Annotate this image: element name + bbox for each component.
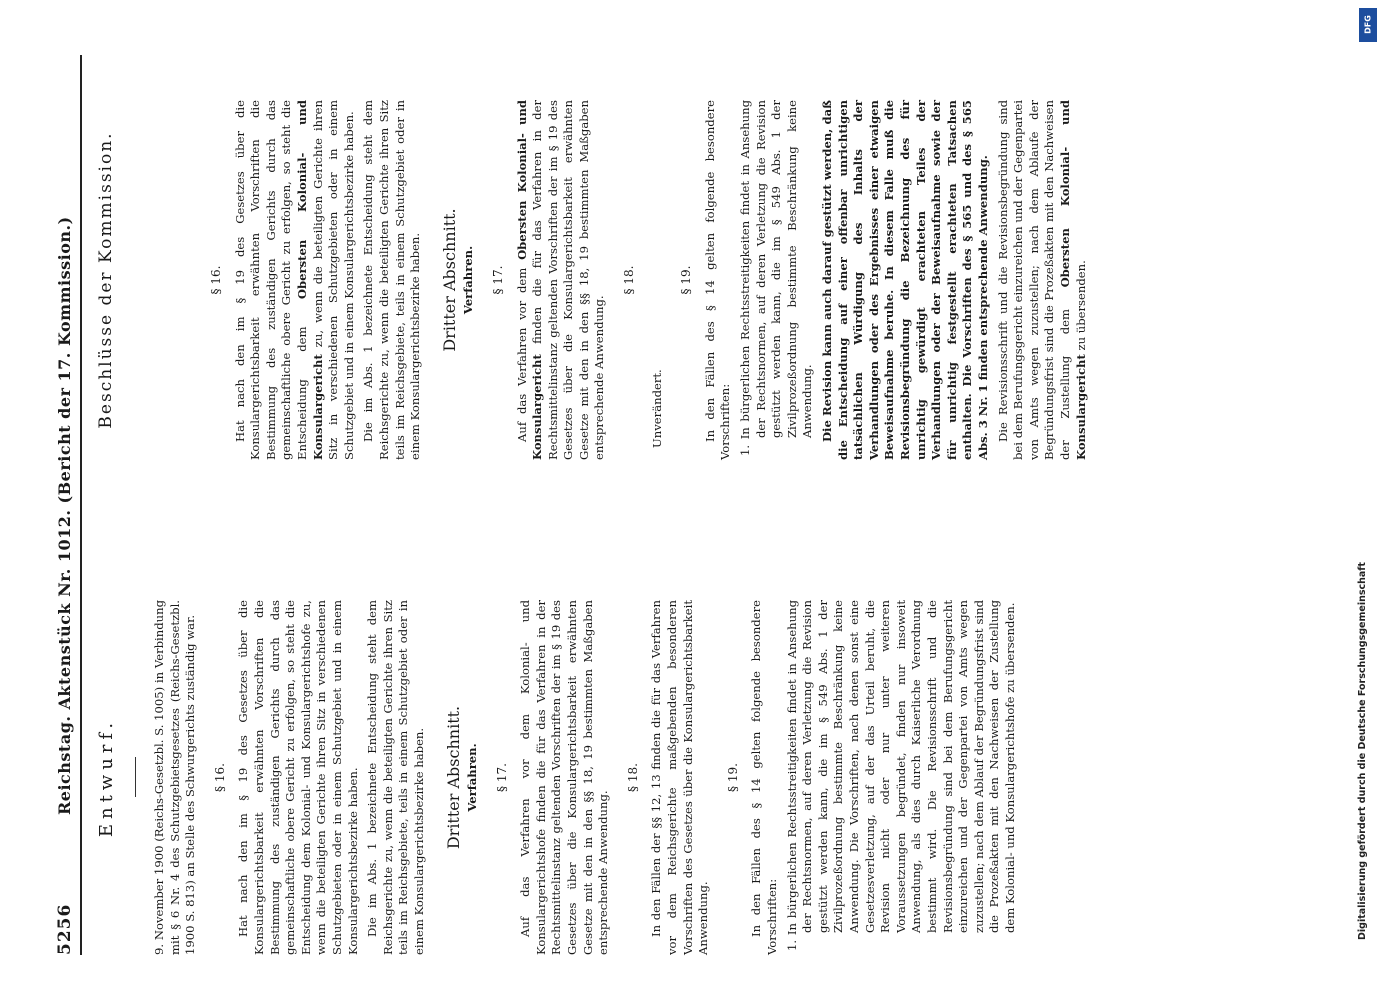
paragraph-19-item-1: 1. In bürgerlichen Rechtsstreitigkeiten findet in Ansehung der Rechtsnormen, auf deren Verletzung die Revision gestützt werden kann, die im § 549 Abs. 1 der Zivilprozeßordnung bestimmte Beschränkung keine Anwendung. Die Vorschriften, nach denen sonst eine Gesetzesverletzung, auf der das Urteil beruht, die Revision nicht oder nur unter weiteren Voraussetzungen begründet, finden nur insoweit Anwendung, als dies durch Kaiserliche Verordnung bestimmt wird. Die Revisionsschrift und die Revisionsbegründung sind bei dem Berufungsgericht einzureichen und der Gegenpartei von Amts wegen zuzustellen; nach dem Ablauf der Begründungsfrist sind die Prozeßakten mit den Nachweisen der Zustellung dem Kolonial- und Konsulargerichtshofe zu übersenden. <box>784 600 1017 951</box>
text-span: zu übersenden. <box>1073 260 1088 355</box>
paragraph-17-heading: § 17. <box>490 265 505 295</box>
paragraph-17-heading: § 17. <box>494 763 509 792</box>
paragraph-18-text: In den Fällen der §§ 12, 13 finden die für das Verfahren vor dem Reichsgerichte maßgebenden besonderen Vorschriften des Gesetzes über die Konsulargerichtsbarkeit Anwendung. <box>649 600 711 955</box>
paragraph-19-heading: § 19. <box>679 265 694 295</box>
text-span: Auf das Verfahren vor dem <box>514 259 529 442</box>
paragraph-18-heading: § 18. <box>625 763 640 792</box>
text-span: Hat nach den im § 19 des Gesetzes über die Konsulargerichtsbarkeit erwähnten Vorschriften die Bestimmung des zuständigen Gerichts durch das gemeinschaftliche obere Gericht zu erfolgen, so steht die Entscheidung dem <box>232 100 309 460</box>
bold-text-span: Obersten Kolonial- und Konsulargericht <box>514 100 545 460</box>
paragraph-16-text-a <box>233 100 358 460</box>
page-header <box>55 55 79 955</box>
paragraph-17-text: Auf das Verfahren vor dem Kolonial- und Konsulargerichtshofe finden die für das Verfahren in der Rechtsmittelinstanz geltenden Vorschriften der im § 19 des Gesetzes über die Konsulargerichtsbarkeit erwähnten Gesetze mit den in den §§ 18, 19 bestimmten Maßgaben entsprechende Anwendung. <box>518 600 611 955</box>
document-page <box>0 5 1340 985</box>
text-span: Die Revisionsschrift und die Revisionsbegründung sind bei dem Berufungsgericht einzureichen und der Gegenpartei von Amts wegen zuzustellen; nach dem Ablaufe der Begründungsfrist sind die Prozeßakten mit den Nachweisen der Zustellung dem <box>995 100 1072 460</box>
section-title: Dritter Abschnitt. <box>439 208 459 352</box>
paragraph-16-heading: § 16. <box>209 265 223 295</box>
digitization-note <box>1355 60 1381 940</box>
header-rule <box>80 55 82 955</box>
section-subtitle: Verfahren. <box>465 743 480 812</box>
column-beschluesse <box>95 100 1093 460</box>
bold-text-span: Obersten Kolonial- und Konsulargericht <box>294 100 325 460</box>
section-title: Dritter Abschnitt. <box>443 705 463 850</box>
dfg-logo <box>1359 8 1377 42</box>
dfg-logo-text: DFG <box>1363 15 1373 34</box>
paragraph-16-text-a: Hat nach den im § 19 des Gesetzes über die Konsulargerichtsbarkeit erwähnten Vorschriften die Bestimmung des zuständigen Gerichts durch das gemeinschaftliche obere Gericht zu erfolgen, so steht die Entscheidung dem Kolonial- und Konsulargerichtshofe zu, wenn die beteiligten Gerichte ihren Sitz in verschiedenen Schutzgebieten oder in einem Schutzgebiet und in einem Konsulargerichtsbezirke haben. <box>236 600 360 955</box>
paragraph-17-text <box>515 100 609 460</box>
paragraph-19-heading: § 19. <box>725 763 740 792</box>
paragraph-19-item-1: 1. In bürgerlichen Rechtsstreitigkeiten findet in Ansehung der Rechtsnormen, auf deren Verletzung die Revision gestützt werden kann, die im § 549 Abs. 1 der Zivilprozeßordnung bestimmte Beschränkung keine Anwendung. <box>738 100 815 456</box>
bold-text-span: Obersten Kolonial- und Konsulargericht <box>1057 99 1088 460</box>
digitization-note-text: Digitalisierung gefördert durch die Deutsche Forschungsgemeinschaft <box>1357 562 1368 940</box>
column-entwurf <box>95 600 1023 955</box>
paragraph-19-last <box>996 100 1090 460</box>
header-title: Reichstag. Aktenstück Nr. 1012. (Bericht der 17. Kommission.) <box>55 216 74 815</box>
paragraph-18-text: Unverändert. <box>649 369 664 448</box>
column-title-entwurf: Entwurf. <box>96 717 117 838</box>
text-span: finden die für das Verfahren in der Rechtsmittelinstanz geltenden Vorschriften der im § 19 des Gesetzes über die Konsulargerichtsbarkeit erwähnten Gesetze mit den in den §§ 18, 19 bestimmten Maßgaben entsprechende Anwendung. <box>530 100 607 460</box>
section-subtitle: Verfahren. <box>461 245 476 315</box>
paragraph-16-text-b: Die im Abs. 1 bezeichnete Entscheidung steht dem Reichsgerichte zu, wenn die beteiligten Gerichte ihren Sitz teils im Reichsgebiete, teils in einem Schutzgebiet oder in einem Konsulargerichtsbezirke haben. <box>365 600 426 955</box>
paragraph-19-bold-insert: Die Revision kann auch darauf gestützt werden, daß die Entscheidung auf einer offenbar unrichtigen tatsächlichen Würdigung des Inhalts der Verhandlungen oder des Ergebnisses einer etwaigen Beweisaufnahme beruhe. In diesem Falle muß die Revisionsbegründung die Bezeichnung des für unrichtig gewürdigt erachteten Teiles der Verhandlungen oder der Beweisaufnahme sowie der für unrichtig festgestellt erachteten Tatsachen enthalten. Die Vorschriften des § 565 und des § 565 Abs. 3 Nr. 1 finden entsprechende Anwendung. <box>820 100 990 460</box>
paragraph-19-intro: In den Fällen des § 14 gelten folgende besondere Vorschriften: <box>702 100 733 460</box>
paragraph-16-heading: § 16. <box>212 763 227 792</box>
paragraph-16-text-b: Die im Abs. 1 bezeichnete Entscheidung steht dem Reichsgerichte zu, wenn die beteiligten Gerichte ihren Sitz teils im Reichsgebiete, teils in einem Schutzgebiet oder in einem Konsulargerichtsbezirke haben. <box>361 100 423 460</box>
column-title-beschluesse: Beschlüsse der Kommission. <box>96 131 116 429</box>
spacer <box>135 100 195 460</box>
paragraph-19-intro: In den Fällen des § 14 gelten folgende besondere Vorschriften: <box>749 600 779 955</box>
page-number: 5256 <box>55 903 75 955</box>
title-rule <box>135 758 136 798</box>
intro-text: 9. November 1900 (Reichs-Gesetzbl. S. 1005) in Verbindung mit § 6 Nr. 4 des Schutzgebietsgesetzes (Reichs-Gesetzbl. 1900 S. 813) an Stelle des Schwurgerichts zuständig war. <box>152 600 198 955</box>
text-span: zu, wenn die beteiligten Gerichte ihren Sitz in verschiedenen Schutzgebieten oder in einem Schutzgebiet und in einem Konsulargerichtsbezirke haben. <box>310 100 356 460</box>
paragraph-18-heading: § 18. <box>622 265 637 295</box>
